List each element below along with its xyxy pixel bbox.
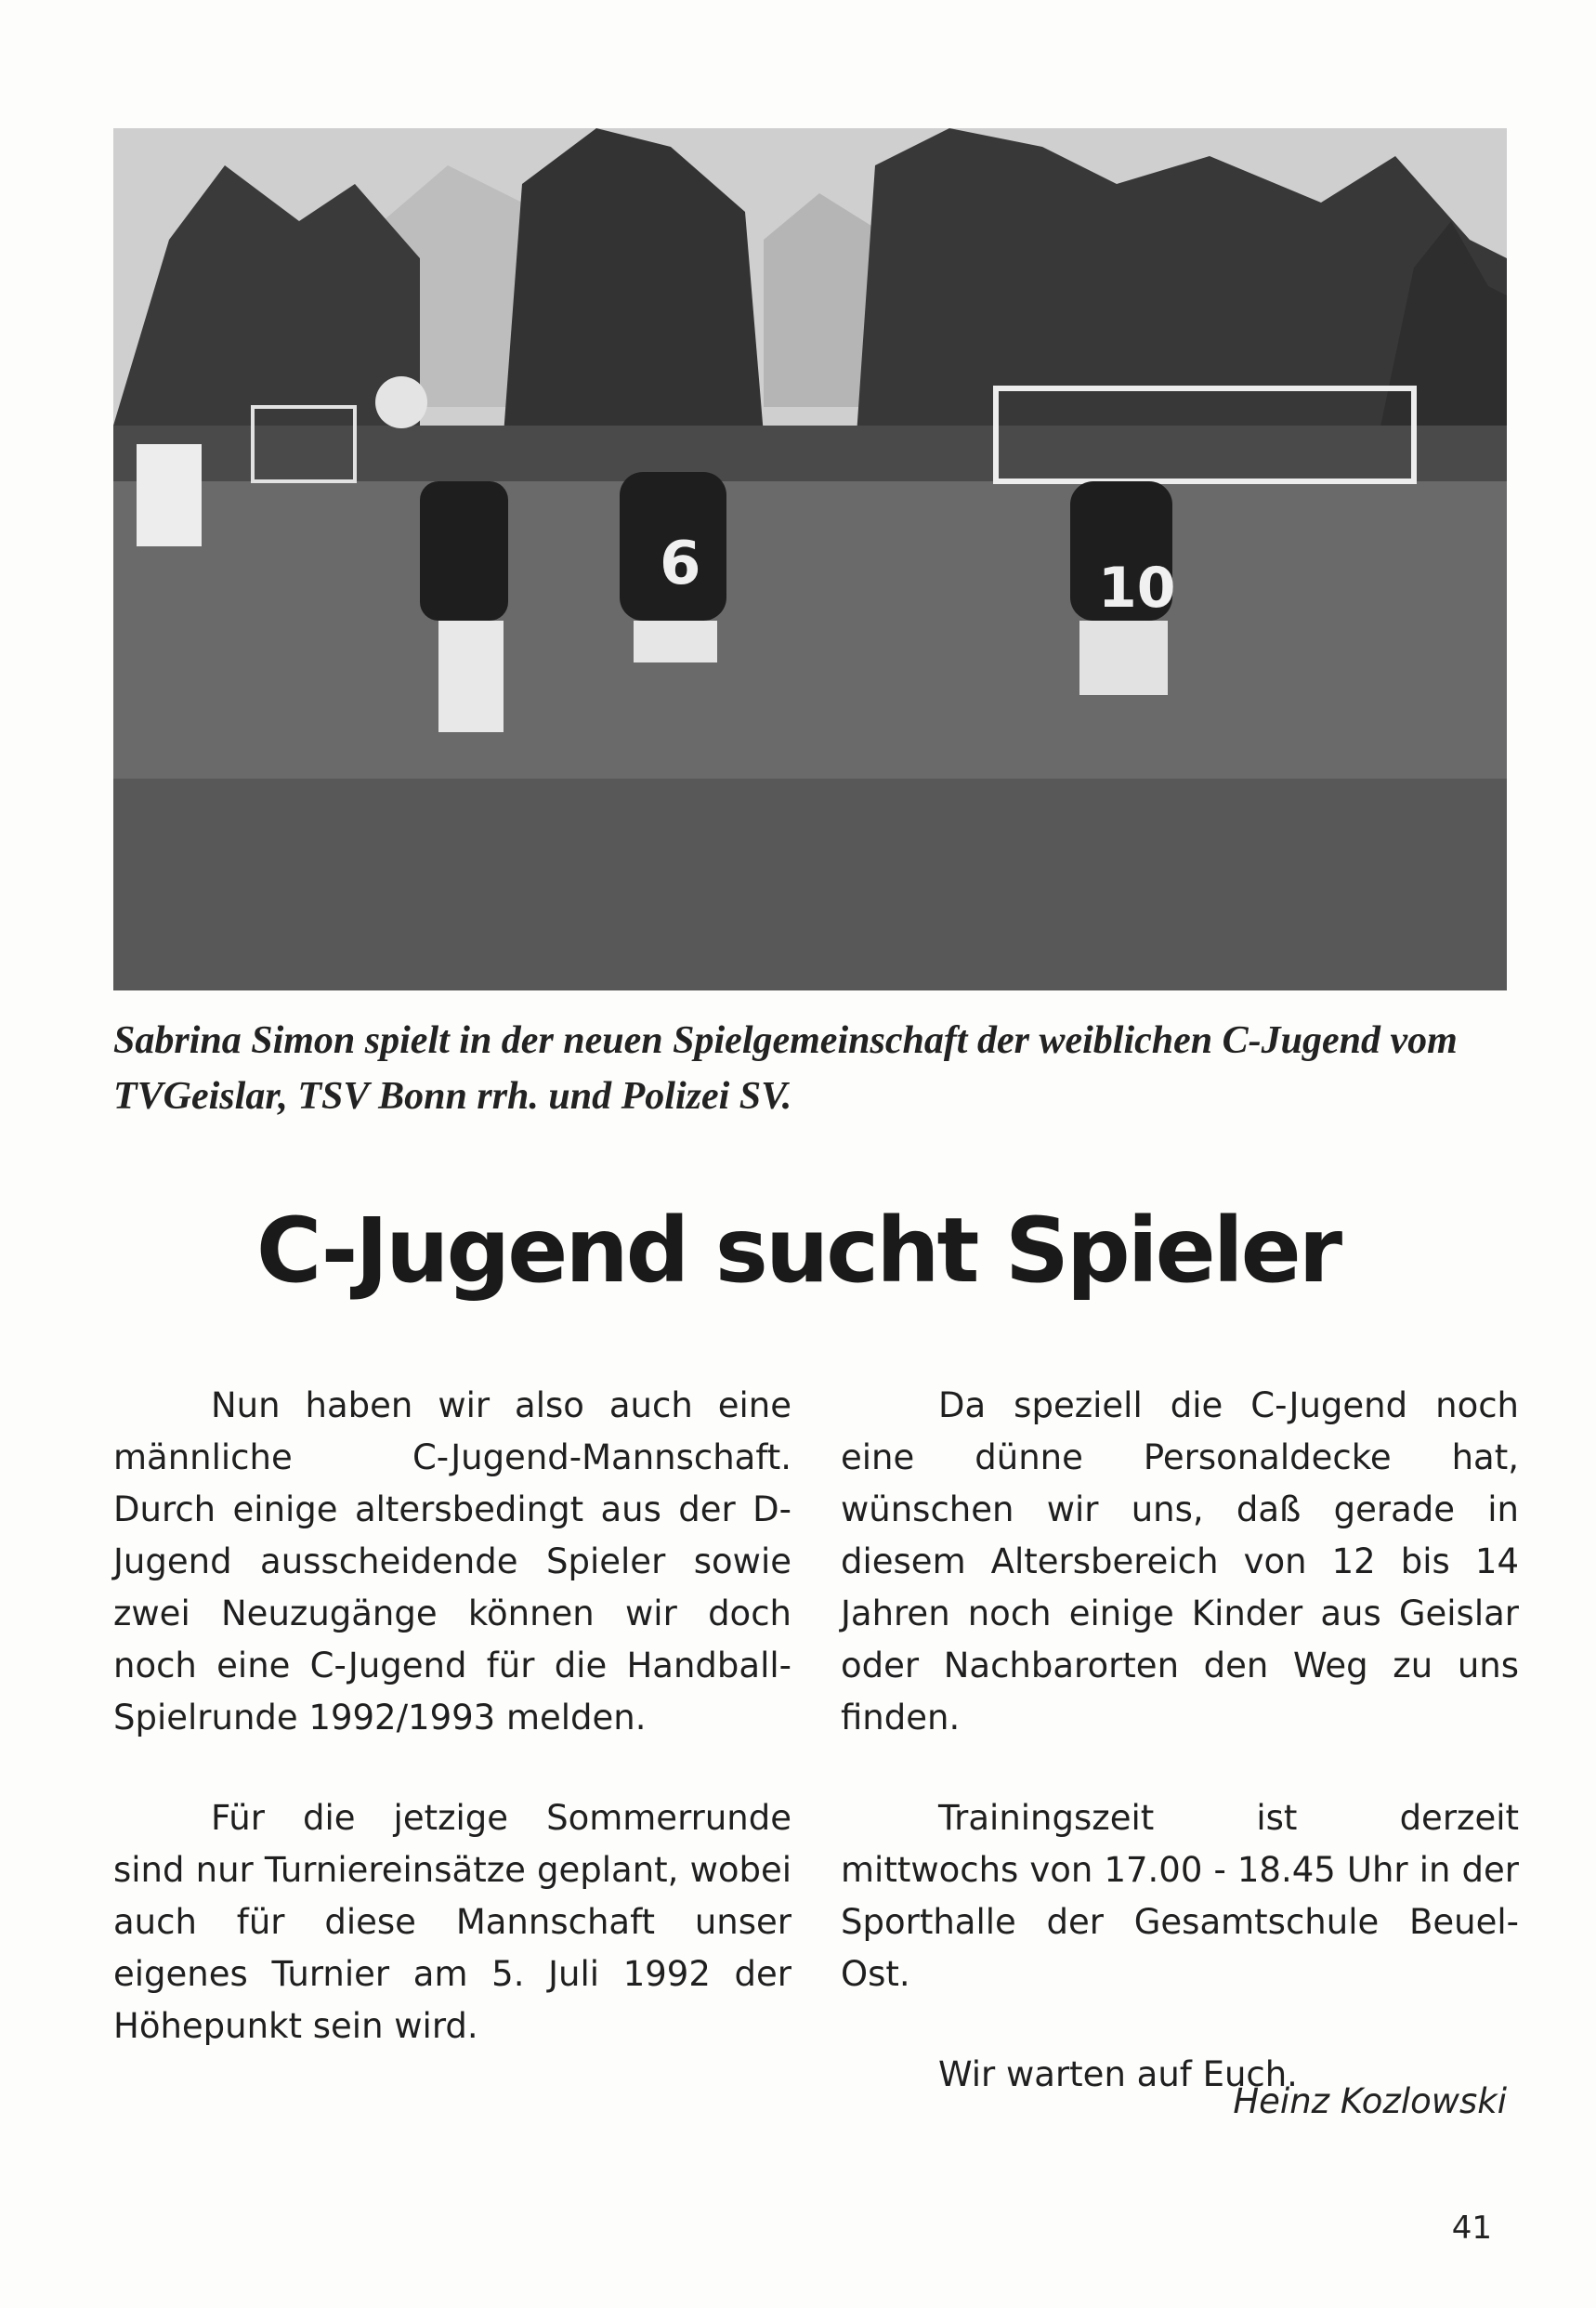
article-column-left — [113, 1380, 791, 2101]
article-column-right — [841, 1380, 1519, 2149]
page-number: 41 — [1451, 2210, 1492, 2247]
left-paragraph-1: Nun haben wir also auch eine männliche C-Jugend-Mannschaft. Durch einige altersbedingt aus der D-Jugend ausscheidende Spieler sowie zwei Neuzugänge können wir doch noch eine C-Jugend für die Handball-Spielrunde 1992/1993 melden. — [113, 1385, 791, 1738]
article-author: Heinz Kozlowski — [1233, 2081, 1507, 2121]
photo-illustration — [113, 128, 1507, 990]
jersey-number-10: 10 — [1098, 556, 1176, 621]
article-headline: C-Jugend sucht Spieler — [255, 1199, 1341, 1303]
photo-caption: Sabrina Simon spielt in der neuen Spielgemeinschaft der weiblichen C-Jugend vom TVGeislar, TSV Bonn rrh. und Polizei SV. — [113, 1019, 1458, 1118]
right-paragraph-3: Wir warten auf Euch. — [938, 2054, 1298, 2094]
right-paragraph-1: Da speziell die C-Jugend noch eine dünne Personaldecke hat, wünschen wir uns, daß gerade in diesem Altersbereich von 12 bis 14 Jahren noch einige Kinder aus Geislar oder Nachbarorten den Weg zu uns finden. — [841, 1385, 1519, 1738]
left-paragraph-2: Für die jetzige Sommerrunde sind nur Turniereinsätze geplant, wobei auch für diese Mannschaft unser eigenes Turnier am 5. Juli 1992 der Höhepunkt sein wird. — [113, 1798, 791, 2046]
right-paragraph-2: Trainingszeit ist derzeit mittwochs von 17.00 - 18.45 Uhr in der Sporthalle der Gesamtschule Beuel-Ost. — [841, 1798, 1519, 1994]
jersey-number-6: 6 — [660, 530, 701, 598]
handball-photo — [113, 128, 1507, 990]
